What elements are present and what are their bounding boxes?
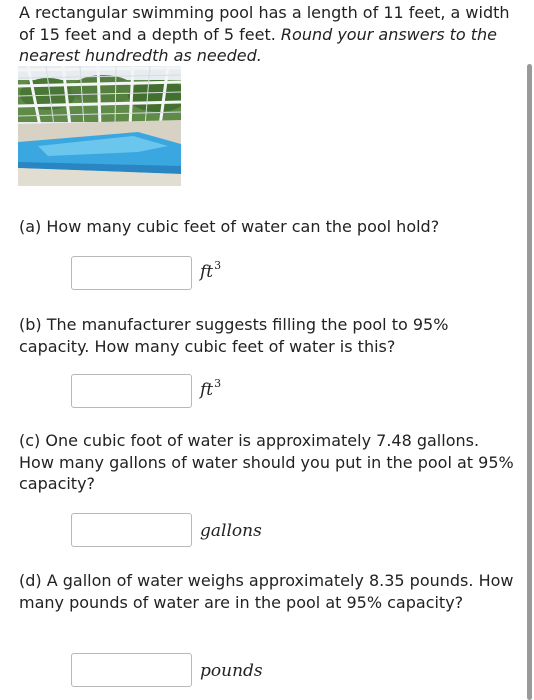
answer-input-d[interactable] <box>71 653 192 687</box>
question-c: (c) One cubic foot of water is approximately 7.48 gallons. How many gallons of water should you put in the pool at 95% capacity? <box>19 431 514 493</box>
problem-text: A rectangular swimming pool has a length of 11 feet, a width of 15 feet and a depth of 5 feet. <box>19 3 510 44</box>
unit-label-a: $ft^3$ <box>200 259 222 282</box>
scrollbar-thumb[interactable] <box>527 64 532 700</box>
question-a: (a) How many cubic feet of water can the pool hold? <box>19 217 440 236</box>
unit-label-b: $ft^3$ <box>200 377 222 400</box>
question-b: (b) The manufacturer suggests filling the pool to 95% capacity. How many cubic feet of water is this? <box>19 315 449 356</box>
answer-input-b[interactable] <box>71 374 192 408</box>
answer-input-a[interactable] <box>71 256 192 290</box>
unit-label-d: pounds <box>200 661 263 681</box>
pool-image <box>18 66 181 186</box>
unit-label-c: gallons <box>200 521 262 541</box>
question-d: (d) A gallon of water weighs approximately 8.35 pounds. How many pounds of water are in the pool at 95% capacity? <box>19 571 514 612</box>
answer-input-c[interactable] <box>71 513 192 547</box>
rounding-instruction: Round your answers to the nearest hundredth as needed. <box>19 24 498 65</box>
problem-statement <box>19 2 519 67</box>
